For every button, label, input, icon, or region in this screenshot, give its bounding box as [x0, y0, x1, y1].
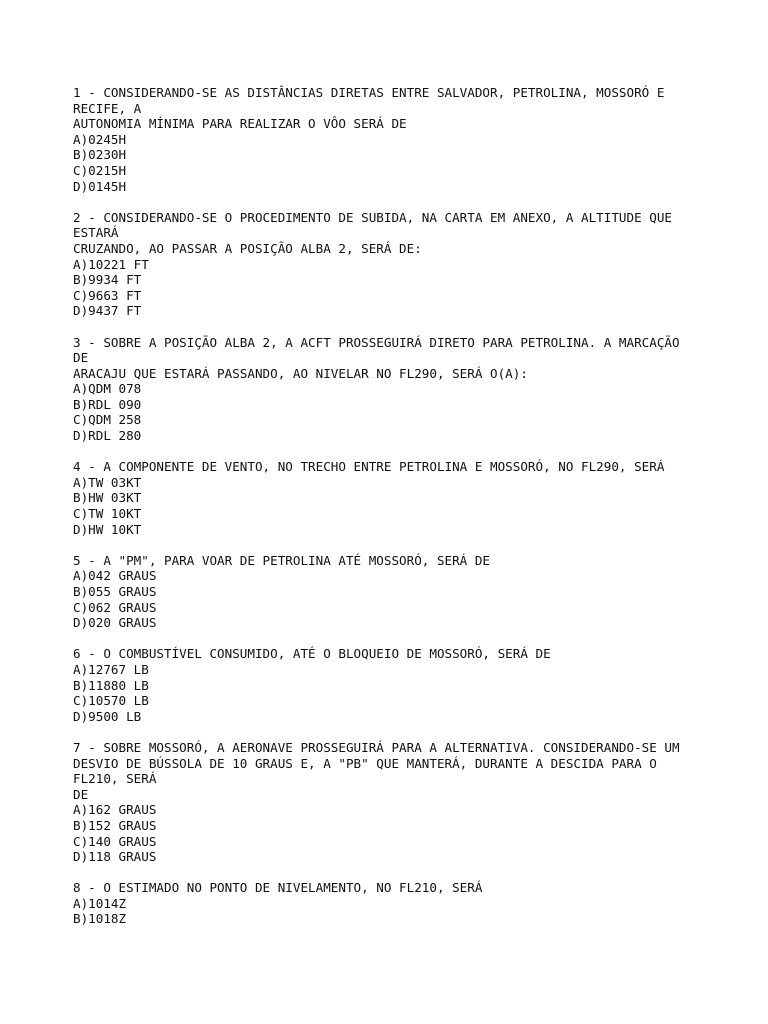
- answer-option-b: B)RDL 090: [73, 396, 142, 412]
- question-6: [73, 646, 713, 724]
- answer-option-b: B)9934 FT: [73, 272, 142, 288]
- answer-option-c: C)10570 LB: [73, 693, 149, 709]
- question-text-line: 7 - SOBRE MOSSORÓ, A AERONAVE PROSSEGUIRÁ PARA A ALTERNATIVA. CONSIDERANDO-SE UM: [73, 739, 680, 755]
- answer-option-c: C)062 GRAUS: [73, 599, 157, 615]
- answer-option-a: A)QDM 078: [73, 381, 142, 397]
- question-text-line: CRUZANDO, AO PASSAR A POSIÇÃO ALBA 2, SERÁ DE:: [73, 240, 422, 256]
- question-3: [73, 335, 713, 444]
- question-1: [73, 85, 713, 194]
- answer-option-b: B)HW 03KT: [73, 490, 142, 506]
- question-text-line: DE: [73, 350, 89, 366]
- answer-option-d: D)9500 LB: [73, 708, 142, 724]
- answer-option-d: D)118 GRAUS: [73, 849, 157, 865]
- question-text-line: 6 - O COMBUSTÍVEL CONSUMIDO, ATÉ O BLOQUEIO DE MOSSORÓ, SERÁ DE: [73, 646, 551, 662]
- answer-option-b: B)11880 LB: [73, 677, 149, 693]
- question-text-line: RECIFE, A: [73, 100, 142, 116]
- answer-option-c: C)9663 FT: [73, 287, 142, 303]
- answer-option-b: B)1018Z: [73, 911, 127, 927]
- answer-option-d: D)020 GRAUS: [73, 615, 157, 631]
- answer-option-b: B)055 GRAUS: [73, 584, 157, 599]
- answer-option-a: A)10221 FT: [73, 256, 149, 272]
- question-8: [73, 880, 713, 927]
- answer-option-a: A)162 GRAUS: [73, 802, 157, 818]
- question-text-line: AUTONOMIA MÍNIMA PARA REALIZAR O VÔO SERÁ DE: [73, 116, 407, 132]
- question-5: [73, 553, 713, 631]
- question-text-line: DE: [73, 786, 89, 802]
- answer-option-a: A)12767 LB: [73, 661, 149, 677]
- answer-option-d: D)0145H: [73, 178, 127, 194]
- answer-option-b: B)0230H: [73, 147, 127, 163]
- answer-option-b: B)152 GRAUS: [73, 817, 157, 833]
- question-text-line: 8 - O ESTIMADO NO PONTO DE NIVELAMENTO, NO FL210, SERÁ: [73, 880, 483, 896]
- question-text-line: 3 - SOBRE A POSIÇÃO ALBA 2, A ACFT PROSSEGUIRÁ DIRETO PARA PETROLINA. A MARCAÇÃO: [73, 334, 680, 350]
- answer-option-d: D)HW 10KT: [73, 521, 142, 537]
- answer-option-c: C)140 GRAUS: [73, 833, 157, 849]
- question-text-line: ESTARÁ: [73, 225, 119, 241]
- answer-option-c: C)0215H: [73, 162, 127, 178]
- answer-option-c: C)QDM 258: [73, 412, 142, 428]
- answer-option-a: A)1014Z: [73, 895, 127, 911]
- document-page: [73, 85, 713, 943]
- question-text-line: FL210, SERÁ: [73, 771, 157, 787]
- answer-option-c: C)TW 10KT: [73, 506, 142, 522]
- question-text-line: 1 - CONSIDERANDO-SE AS DISTÂNCIAS DIRETAS ENTRE SALVADOR, PETROLINA, MOSSORÓ E: [73, 85, 665, 100]
- question-4: [73, 459, 713, 537]
- question-7: [73, 740, 713, 865]
- question-2: [73, 210, 713, 319]
- answer-option-d: D)RDL 280: [73, 428, 142, 444]
- question-text-line: DESVIO DE BÚSSOLA DE 10 GRAUS E, A "PB" QUE MANTERÁ, DURANTE A DESCIDA PARA O: [73, 755, 657, 771]
- question-text-line: 4 - A COMPONENTE DE VENTO, NO TRECHO ENTRE PETROLINA E MOSSORÓ, NO FL290, SERÁ: [73, 459, 665, 475]
- question-text-line: 5 - A "PM", PARA VOAR DE PETROLINA ATÉ MOSSORÓ, SERÁ DE: [73, 552, 491, 568]
- answer-option-d: D)9437 FT: [73, 303, 142, 319]
- question-text-line: 2 - CONSIDERANDO-SE O PROCEDIMENTO DE SUBIDA, NA CARTA EM ANEXO, A ALTITUDE QUE: [73, 209, 672, 225]
- answer-option-a: A)042 GRAUS: [73, 568, 157, 584]
- question-text-line: ARACAJU QUE ESTARÁ PASSANDO, AO NIVELAR NO FL290, SERÁ O(A):: [73, 365, 528, 381]
- answer-option-a: A)TW 03KT: [73, 474, 142, 490]
- answer-option-a: A)0245H: [73, 131, 127, 147]
